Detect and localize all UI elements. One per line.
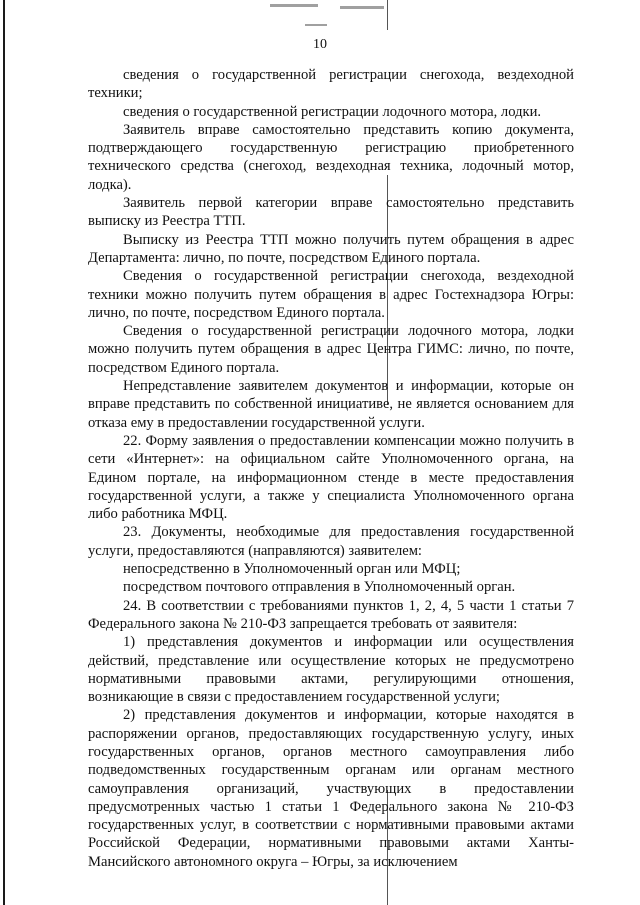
scan-fold-line-top (387, 0, 388, 30)
paragraph: 22. Форму заявления о предоставлении компенсации можно получить в сети «Интернет»: на официальном сайте Уполномоченного органа, на Едином портале, на информационном стенде в месте предоставления государственной услуги, а также у специалиста Уполномоченного органа либо работника МФЦ. (88, 432, 574, 523)
paragraph: Выписку из Реестра ТТП можно получить путем обращения в адрес Департамента: лично, по почте, посредством Единого портала. (88, 231, 574, 266)
document-body (88, 66, 574, 871)
paragraph: 23. Документы, необходимые для предоставления государственной услуги, предоставляются (направляются) заявителем: (88, 524, 574, 559)
scan-artifact-top-right (340, 6, 384, 9)
scan-artifact-top (270, 4, 318, 7)
paragraph: непосредственно в Уполномоченный орган или МФЦ; (123, 561, 461, 578)
paragraph: сведения о государственной регистрации лодочного мотора, лодки. (123, 103, 542, 120)
paragraph: Заявитель вправе самостоятельно представить копию документа, подтверждающего государственную регистрацию приобретенного технического средства (снегоход, вездеходная техника, лодочный мотор, лодка). (88, 121, 574, 193)
paragraph: посредством почтового отправления в Уполномоченный орган. (123, 579, 516, 596)
paragraph: Сведения о государственной регистрации снегохода, вездеходной техники можно получить путем обращения в адрес Гостехнадзора Югры: лично, по почте, посредством Единого портала. (88, 268, 574, 321)
paragraph: 24. В соответствии с требованиями пунктов 1, 2, 4, 5 части 1 статьи 7 Федерального закона № 210-ФЗ запрещается требовать от заявителя: (88, 597, 574, 632)
paragraph: сведения о государственной регистрации снегохода, вездеходной техники; (88, 67, 574, 102)
page-number: 10 (313, 37, 327, 52)
paragraph: 1) представления документов и информации или осуществления действий, представление или осуществление которых не предусмотрено нормативными правовыми актами, регулирующими отношения, возникающие в связи с предоставлением государственной услуги; (88, 634, 574, 706)
paragraph: Сведения о государственной регистрации лодочного мотора, лодки можно получить путем обращения в адрес Центра ГИМС: лично, по почте, посредством Единого портала. (88, 323, 574, 376)
scan-page-edge (3, 0, 5, 905)
paragraph: Непредставление заявителем документов и информации, которые он вправе представить по собственной инициативе, не является основанием для отказа ему в предоставлении государственной услуги. (88, 378, 574, 431)
scan-artifact-small (305, 24, 327, 26)
paragraph: Заявитель первой категории вправе самостоятельно представить выписку из Реестра ТТП. (88, 195, 574, 230)
paragraph: 2) представления документов и информации, которые находятся в распоряжении органов, предоставляющих государственную услугу, иных государственных органов, органов местного самоуправления либо подведомственных государственным органам или органам местного самоуправления организаций, участвующих в предоставлении предусмотренных частью 1 статьи 1 Федерального закона № 210-ФЗ государственных услуг, в соответствии с нормативными правовыми актами Российской Федерации, нормативными правовыми актами Ханты-Мансийского автономного округа – Югры, за исключением (88, 707, 574, 870)
